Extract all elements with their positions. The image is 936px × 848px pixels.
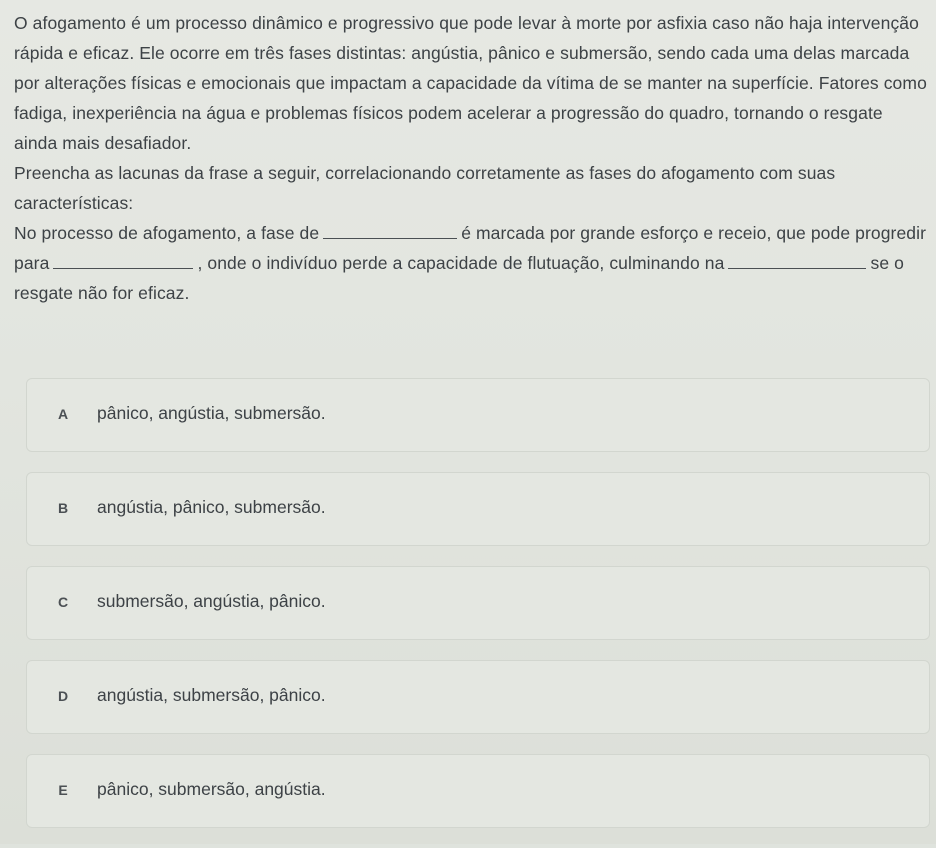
option-text: pânico, submersão, angústia. [97, 779, 326, 799]
option-letter: D [57, 688, 69, 704]
option-text: angústia, pânico, submersão. [97, 497, 326, 517]
option-letter: C [57, 594, 69, 610]
option-text: angústia, submersão, pânico. [97, 685, 326, 705]
question-instruction: Preencha as lacunas da frase a seguir, correlacionando corretamente as fases do afogamento com suas características: [14, 163, 836, 213]
option-letter: A [57, 406, 69, 422]
option-letter: B [57, 500, 69, 516]
question-intro: O afogamento é um processo dinâmico e progressivo que pode levar à morte por asfixia caso não haja intervenção rápida e eficaz. Ele ocorre em três fases distintas: angústia, pânico e submersão, sendo cada uma delas marcada por alterações físicas e emocionais que impactam a capacidade da vítima de se manter na superfície. Fatores como fadiga, inexperiência na água e problemas físicos podem acelerar a progressão do quadro, tornando o resgate ainda mais desafiador. [14, 13, 927, 153]
sentence-part-3: , onde o indivíduo perde a capacidade de flutuação, culminando na [197, 253, 725, 273]
option-d[interactable] [26, 660, 930, 734]
option-a[interactable] [26, 378, 930, 452]
option-letter: E [58, 782, 68, 798]
blank-2 [53, 252, 193, 269]
option-b[interactable] [26, 472, 930, 546]
sentence-part-2: é marcada por grande esforço e receio, que pode progredir para [14, 223, 927, 273]
fill-in-sentence [14, 218, 928, 308]
option-text: submersão, angústia, pânico. [97, 591, 326, 611]
question-text [14, 8, 928, 308]
answer-options [26, 378, 930, 848]
option-text: pânico, angústia, submersão. [97, 403, 326, 423]
blank-3 [728, 252, 866, 269]
sentence-part-4: se o resgate não for eficaz. [14, 253, 904, 303]
option-e[interactable] [26, 754, 930, 828]
sentence-part-1: No processo de afogamento, a fase de [14, 223, 320, 243]
option-c[interactable] [26, 566, 930, 640]
blank-1 [323, 222, 457, 239]
